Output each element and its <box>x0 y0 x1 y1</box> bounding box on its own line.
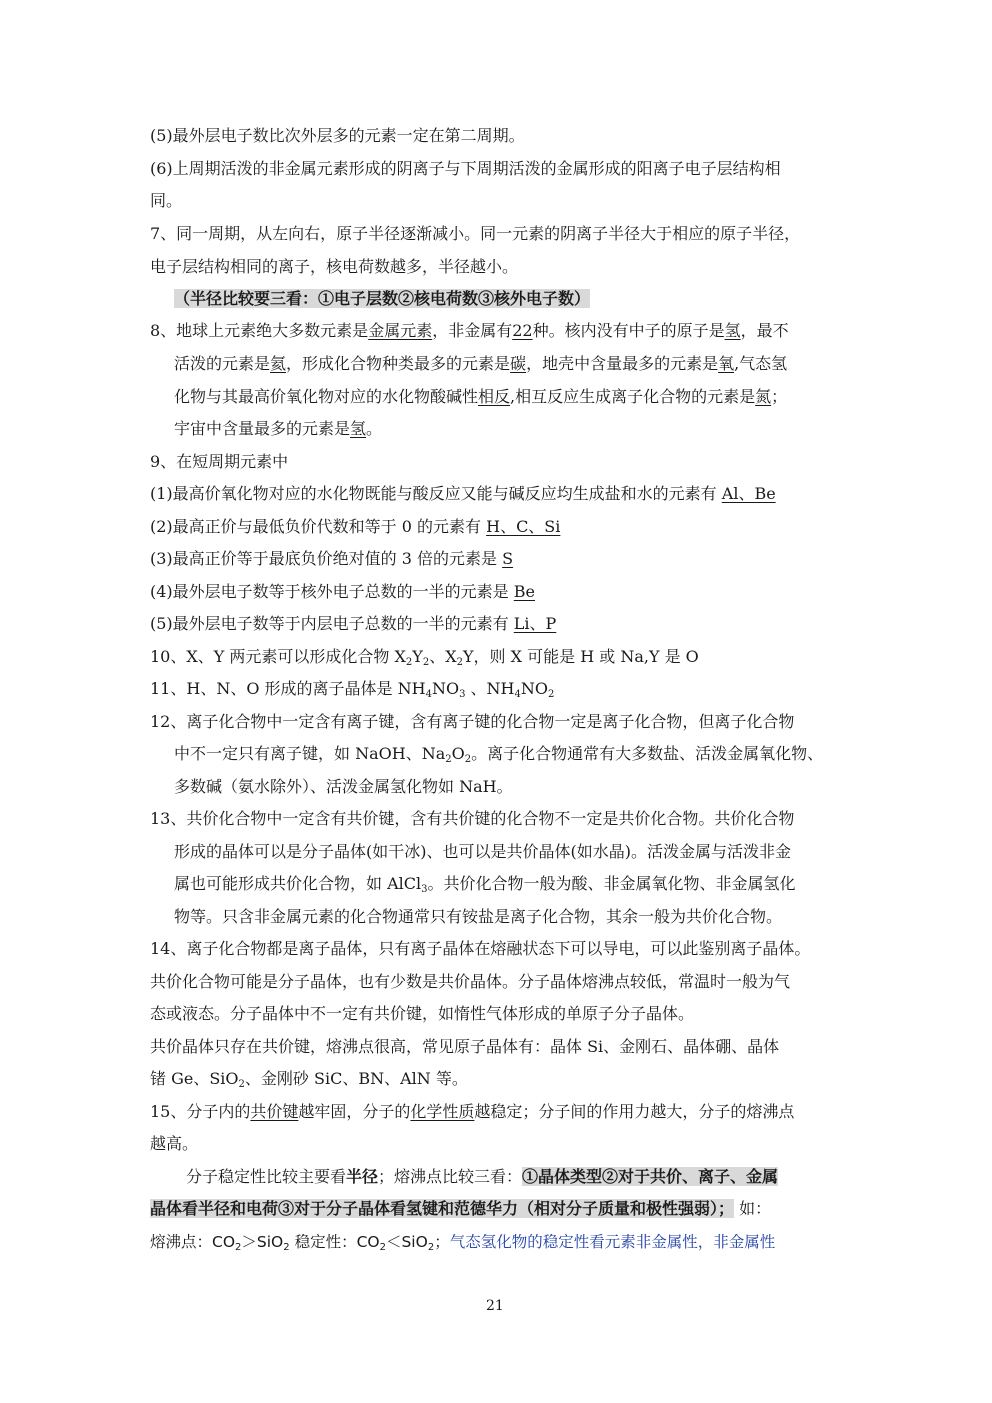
text: 7、同一周期，从左向右，原子半径逐渐减小。同一元素的阴离子半径大于相应的原子半径， <box>150 224 801 243</box>
item-14e <box>150 1068 468 1090</box>
item-9-2 <box>150 516 560 538</box>
item-14d <box>150 1036 779 1058</box>
text: 。共价化合物一般为酸、非金属氧化物、非金属氢化 <box>427 874 796 893</box>
highlighted-text: （半径比较要三看：①电子层数②核电荷数③核外电子数） <box>174 289 591 308</box>
item-7a <box>150 223 800 245</box>
text: 15、分子内的 <box>150 1102 251 1121</box>
subscript: 2 <box>422 657 430 668</box>
text: (4)最外层电子数等于核外电子总数的一半的元素是 <box>150 582 514 601</box>
item-13b <box>174 841 791 863</box>
item-15b <box>150 1133 198 1155</box>
bold-text: 半径 <box>346 1167 379 1186</box>
text: (1)最高价氧化物对应的水化物既能与酸反应又能与碱反应均生成盐和水的元素有 <box>150 484 722 503</box>
item-9-4 <box>150 581 535 603</box>
text: 中不一定只有离子键，如 NaOH、Na <box>174 744 446 763</box>
text: ，非金属有 <box>432 321 513 340</box>
answer-blank: S <box>502 549 514 568</box>
item-14a <box>150 938 810 960</box>
text: (3)最高正价等于最底负价绝对值的 3 倍的元素是 <box>150 549 503 568</box>
highlighted-text: ①晶体类型②对于共价、离子、金属 <box>522 1167 779 1186</box>
text: 11、H、N、O 形成的离子晶体是 NH <box>150 679 426 698</box>
text: 如： <box>734 1199 772 1218</box>
subscript: 4 <box>425 689 432 700</box>
text: 、X <box>429 647 457 666</box>
text: 9、在短周期元素中 <box>150 452 289 471</box>
subscript: 3 <box>421 884 428 895</box>
answer-blank: 共价键 <box>250 1102 299 1121</box>
text: 熔沸点：CO <box>150 1233 236 1251</box>
item-10 <box>150 646 699 668</box>
answer-blank: H、C、Si <box>486 517 561 536</box>
blue-text: 气态氢化物的稳定性看元素非金属性，非金属性 <box>449 1233 776 1251</box>
subscript: 2 <box>547 689 555 700</box>
subscript: 2 <box>464 754 472 765</box>
item-13d <box>174 906 782 928</box>
text: 10、X、Y 两元素可以形成化合物 X <box>150 647 406 666</box>
text: 化物与其最高价氧化物对应的水化物酸碱性 <box>174 387 479 406</box>
item-13a <box>150 808 794 830</box>
text: ,相互反应生成离子化合物的元素是 <box>510 387 756 406</box>
text: Y <box>412 647 423 666</box>
item-8c <box>174 386 787 408</box>
text: 。 <box>366 419 383 438</box>
text: 共价化合物可能是分子晶体，也有少数是共价晶体。分子晶体熔沸点较低，常温时一般为气 <box>150 972 791 991</box>
text: 越高。 <box>150 1134 199 1153</box>
subscript: 2 <box>235 1242 242 1253</box>
answer-blank: 氢 <box>350 419 367 438</box>
item-7b <box>150 256 518 278</box>
text: 电子层结构相同的离子，核电荷数越多，半径越小。 <box>150 257 519 276</box>
text: 12、离子化合物中一定含有离子键，含有离子键的化合物一定是离子化合物，但离子化合物 <box>150 712 795 731</box>
line-5 <box>150 125 525 147</box>
text: 物等。只含非金属元素的化合物通常只有铵盐是离子化合物，其余一般为共价化合物。 <box>174 907 783 926</box>
text: 活泼的元素是 <box>174 354 271 373</box>
answer-blank: Al、Be <box>721 484 776 503</box>
item-14c <box>150 1003 694 1025</box>
item-15a <box>150 1101 794 1123</box>
text: ；熔沸点比较三看： <box>378 1167 523 1186</box>
subscript: 3 <box>459 689 466 700</box>
line-6a <box>150 158 781 180</box>
line-6b <box>150 190 182 212</box>
text: 共价晶体只存在共价键，熔沸点很高，常见原子晶体有：晶体 Si、金刚石、晶体硼、晶体 <box>150 1037 780 1056</box>
item-9-3 <box>150 548 513 570</box>
text: 8、地球上元素绝大多数元素是 <box>150 321 369 340</box>
radius-comparison-note <box>174 288 590 310</box>
answer-blank: 22 <box>512 321 533 340</box>
text: 属也可能形成共价化合物，如 AlCl <box>174 874 422 893</box>
text: 同。 <box>150 191 183 210</box>
text: 稳定性：CO <box>289 1233 380 1251</box>
text: ＞SiO <box>241 1233 284 1251</box>
subscript: 2 <box>379 1242 386 1253</box>
text: NO <box>431 679 460 698</box>
text: Y，则 X 可能是 H 或 Na,Y 是 O <box>462 647 699 666</box>
answer-blank: 化学性质 <box>410 1102 475 1121</box>
subscript: 2 <box>238 1079 245 1090</box>
item-8a <box>150 320 789 342</box>
stability-note-a <box>186 1166 778 1188</box>
item-14b <box>150 971 790 993</box>
text: (2)最高正价与最低负价代数和等于 0 的元素有 <box>150 517 487 536</box>
text: ，形成化合物种类最多的元素是 <box>286 354 511 373</box>
text: 多数碱（氨水除外）、活泼金属氢化物如 NaH。 <box>174 777 513 796</box>
answer-blank: 氧 <box>718 354 735 373</box>
text: 种。核内没有中子的原子是 <box>532 321 725 340</box>
text: 14、离子化合物都是离子晶体，只有离子晶体在熔融状态下可以导电，可以此鉴别离子晶体。 <box>150 939 811 958</box>
answer-blank: 氢 <box>724 321 741 340</box>
subscript: 2 <box>405 657 413 668</box>
text: 越牢固，分子的 <box>298 1102 411 1121</box>
answer-blank: 金属元素 <box>368 321 433 340</box>
item-12c <box>174 776 513 798</box>
text: 、金刚砂 SiC、BN、AlN 等。 <box>244 1069 468 1088</box>
answer-blank: 相反 <box>478 387 511 406</box>
text: 分子稳定性比较主要看 <box>186 1167 347 1186</box>
text: ＜SiO <box>385 1233 428 1251</box>
highlighted-text: 晶体看半径和电荷③对于分子晶体看氢键和范德华力（相对分子质量和极性强弱）； <box>150 1199 735 1218</box>
stability-note-c <box>150 1231 775 1253</box>
answer-blank: 碳 <box>510 354 527 373</box>
subscript: 2 <box>283 1242 290 1253</box>
item-11 <box>150 678 554 700</box>
text: (5)最外层电子数等于内层电子总数的一半的元素有 <box>150 614 514 633</box>
answer-blank: Be <box>513 582 535 601</box>
answer-blank: Li、P <box>513 614 557 633</box>
subscript: 2 <box>445 754 452 765</box>
subscript: 4 <box>514 689 521 700</box>
item-13c <box>174 873 796 895</box>
text: NO <box>520 679 548 698</box>
text: ，地壳中含量最多的元素是 <box>526 354 719 373</box>
text: O <box>451 744 465 763</box>
text: 形成的晶体可以是分子晶体(如干冰)、也可以是共价晶体(如水晶)。活泼金属与活泼非金 <box>174 842 791 861</box>
page-number: 21 <box>486 1298 504 1314</box>
text: 锗 Ge、SiO <box>150 1069 239 1088</box>
text: (6)上周期活泼的非金属元素形成的阴离子与下周期活泼的金属形成的阳离子电子层结构相 <box>150 159 781 178</box>
item-9-heading <box>150 451 288 473</box>
text: (5)最外层电子数比次外层多的元素一定在第二周期。 <box>150 126 525 145</box>
text: ,气态氢 <box>734 354 788 373</box>
subscript: 2 <box>427 1242 435 1253</box>
item-9-1 <box>150 483 776 505</box>
text: 13、共价化合物中一定含有共价键，含有共价键的化合物不一定是共价化合物。共价化合物 <box>150 809 795 828</box>
item-9-5 <box>150 613 556 635</box>
stability-note-b <box>150 1198 771 1220</box>
text: ，最不 <box>740 321 789 340</box>
item-8d <box>174 418 382 440</box>
text: ； <box>434 1233 450 1251</box>
text: 、NH <box>465 679 515 698</box>
answer-blank: 氦 <box>270 354 287 373</box>
item-12b <box>174 743 823 765</box>
text: 宇宙中含量最多的元素是 <box>174 419 351 438</box>
text: 态或液态。分子晶体中不一定有共价键，如惰性气体形成的单原子分子晶体。 <box>150 1004 695 1023</box>
item-8b <box>174 353 787 375</box>
text: 越稳定；分子间的作用力越大，分子的熔沸点 <box>474 1102 795 1121</box>
text: 。离子化合物通常有大多数盐、活泼金属氧化物、 <box>471 744 824 763</box>
item-12a <box>150 711 794 733</box>
answer-blank: 氮 <box>755 387 772 406</box>
text: ； <box>771 387 788 406</box>
subscript: 2 <box>456 657 463 668</box>
